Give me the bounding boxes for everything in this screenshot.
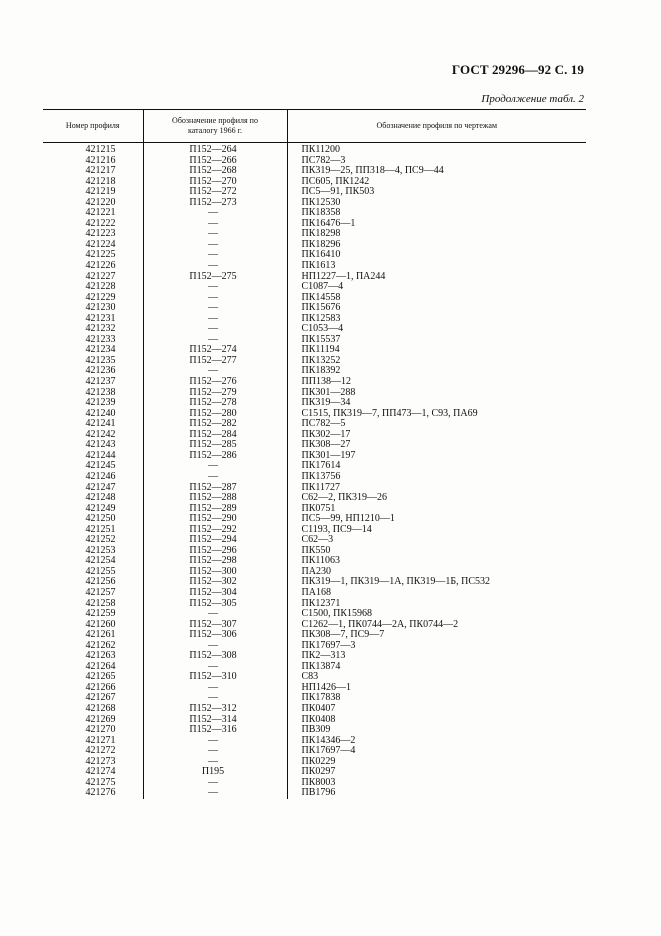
catalog-designation-cell: П152—316 bbox=[143, 725, 287, 736]
drawing-designation-cell: ПК0408 bbox=[301, 714, 336, 725]
catalog-designation-cell: — bbox=[143, 229, 287, 240]
profile-number-cell: 421230 bbox=[43, 303, 143, 314]
drawing-designation-cell: ПК8003 bbox=[301, 777, 336, 788]
drawing-designation-cell: ПК319—34 bbox=[301, 398, 351, 409]
catalog-designation-cell: П152—304 bbox=[143, 588, 287, 599]
table-row bbox=[43, 725, 586, 736]
table-row bbox=[43, 409, 586, 420]
drawing-designation-cell: ПК0297 bbox=[301, 767, 336, 778]
profile-number-cell: 421254 bbox=[43, 556, 143, 567]
table-row bbox=[43, 493, 586, 504]
profile-number-cell: 421269 bbox=[43, 715, 143, 726]
profile-number-cell: 421228 bbox=[43, 282, 143, 293]
catalog-designation-cell: П152—300 bbox=[143, 567, 287, 578]
table-row bbox=[43, 250, 586, 261]
table-row bbox=[43, 525, 586, 536]
catalog-designation-cell: — bbox=[143, 282, 287, 293]
profile-number-cell: 421227 bbox=[43, 272, 143, 283]
profile-number-cell: 421240 bbox=[43, 409, 143, 420]
catalog-designation-cell: П152—276 bbox=[143, 377, 287, 388]
drawing-designation-cell: С83 bbox=[301, 672, 319, 683]
profile-number-cell: 421229 bbox=[43, 293, 143, 304]
table-row bbox=[43, 187, 586, 198]
profile-table bbox=[43, 109, 586, 799]
profile-number-cell: 421224 bbox=[43, 240, 143, 251]
drawing-designation-cell: ПС782—5 bbox=[301, 419, 346, 430]
table-row bbox=[43, 693, 586, 704]
table-row bbox=[43, 567, 586, 578]
drawing-designation-cell: ПК11200 bbox=[301, 144, 341, 155]
table-row bbox=[43, 461, 586, 472]
catalog-designation-cell: — bbox=[143, 662, 287, 673]
drawing-designation-cell: ПК14558 bbox=[301, 292, 341, 303]
drawing-designation-cell: ПА168 bbox=[301, 587, 331, 598]
table-row bbox=[43, 430, 586, 441]
drawing-designation-cell: ПК18358 bbox=[301, 208, 341, 219]
drawing-designation-cell: НП1426—1 bbox=[301, 682, 351, 693]
drawing-designation-cell: ПК301—288 bbox=[301, 387, 356, 398]
catalog-designation-cell: — bbox=[143, 250, 287, 261]
drawing-designation-cell: ПК12530 bbox=[301, 197, 341, 208]
drawing-designation-cell: ПК17697—4 bbox=[301, 746, 356, 757]
catalog-designation-cell: П152—278 bbox=[143, 398, 287, 409]
profile-number-cell: 421267 bbox=[43, 693, 143, 704]
profile-number-cell: 421239 bbox=[43, 398, 143, 409]
profile-number-cell: 421243 bbox=[43, 440, 143, 451]
catalog-designation-cell: — bbox=[143, 240, 287, 251]
drawing-designation-cell: ПК0751 bbox=[301, 503, 336, 514]
table-row bbox=[43, 546, 586, 557]
table-row bbox=[43, 419, 586, 430]
profile-number-cell: 421217 bbox=[43, 166, 143, 177]
table-row bbox=[43, 514, 586, 525]
table-row bbox=[43, 683, 586, 694]
profile-number-cell: 421271 bbox=[43, 736, 143, 747]
drawing-designation-cell: ПК18298 bbox=[301, 229, 341, 240]
catalog-designation-cell: П152—302 bbox=[143, 577, 287, 588]
profile-number-cell: 421226 bbox=[43, 261, 143, 272]
profile-number-cell: 421238 bbox=[43, 388, 143, 399]
drawing-designation-cell: ПК550 bbox=[301, 545, 331, 556]
document-header: ГОСТ 29296—92 С. 19 bbox=[451, 62, 584, 77]
drawing-designation-cell: С1193, ПС9—14 bbox=[301, 524, 372, 535]
catalog-designation-cell: П152—284 bbox=[143, 430, 287, 441]
column-header-drawing-designation: Обозначение профиля по чертежам bbox=[287, 110, 586, 143]
drawing-designation-cell: ПС605, ПК1242 bbox=[301, 176, 370, 187]
table-row bbox=[43, 767, 586, 778]
table-row bbox=[43, 483, 586, 494]
catalog-designation-cell: П152—282 bbox=[143, 419, 287, 430]
catalog-designation-cell: П152—270 bbox=[143, 177, 287, 188]
column-header-catalog-designation bbox=[143, 110, 287, 143]
table-continuation-label: Продолжение табл. 2 bbox=[481, 93, 584, 105]
table-row bbox=[43, 377, 586, 388]
table-row bbox=[43, 143, 586, 156]
profile-number-cell: 421223 bbox=[43, 229, 143, 240]
profile-number-cell: 421270 bbox=[43, 725, 143, 736]
drawing-designation-cell: НП1227—1, ПА244 bbox=[301, 271, 386, 282]
catalog-designation-cell: П152—289 bbox=[143, 504, 287, 515]
profile-number-cell: 421249 bbox=[43, 504, 143, 515]
profile-number-cell: 421258 bbox=[43, 599, 143, 610]
table-row bbox=[43, 240, 586, 251]
drawing-designation-cell: ПК0229 bbox=[301, 756, 336, 767]
profile-number-cell: 421246 bbox=[43, 472, 143, 483]
drawing-designation-cell: ПК11194 bbox=[301, 345, 340, 356]
profile-number-cell: 421234 bbox=[43, 345, 143, 356]
table-row bbox=[43, 451, 586, 462]
catalog-designation-cell: П152—286 bbox=[143, 451, 287, 462]
drawing-designation-cell: ПК12371 bbox=[301, 598, 341, 609]
table-row bbox=[43, 641, 586, 652]
table-row bbox=[43, 166, 586, 177]
profile-number-cell: 421236 bbox=[43, 366, 143, 377]
catalog-designation-cell: — bbox=[143, 303, 287, 314]
profile-number-cell: 421225 bbox=[43, 250, 143, 261]
catalog-designation-cell: — bbox=[143, 461, 287, 472]
catalog-designation-cell: — bbox=[143, 335, 287, 346]
profile-number-cell: 421268 bbox=[43, 704, 143, 715]
table-row bbox=[43, 356, 586, 367]
profile-number-cell: 421251 bbox=[43, 525, 143, 536]
profile-number-cell: 421260 bbox=[43, 620, 143, 631]
table-row bbox=[43, 609, 586, 620]
table-row bbox=[43, 778, 586, 789]
catalog-designation-cell: — bbox=[143, 757, 287, 768]
catalog-designation-cell: — bbox=[143, 366, 287, 377]
catalog-designation-cell: П152—294 bbox=[143, 535, 287, 546]
drawing-designation-cell: ПК12583 bbox=[301, 313, 341, 324]
catalog-designation-cell: П152—296 bbox=[143, 546, 287, 557]
drawing-designation-cell: ПС782—3 bbox=[301, 155, 346, 166]
catalog-designation-cell: П152—287 bbox=[143, 483, 287, 494]
table-row bbox=[43, 366, 586, 377]
profile-number-cell: 421215 bbox=[43, 143, 143, 156]
profile-number-cell: 421237 bbox=[43, 377, 143, 388]
table-row bbox=[43, 746, 586, 757]
profile-number-cell: 421219 bbox=[43, 187, 143, 198]
catalog-designation-cell: — bbox=[143, 314, 287, 325]
catalog-designation-cell: — bbox=[143, 472, 287, 483]
table-row bbox=[43, 472, 586, 483]
drawing-designation-cell: ПВ309 bbox=[301, 725, 331, 736]
profile-number-cell: 421248 bbox=[43, 493, 143, 504]
catalog-designation-text: Обозначение профиля по каталогу 1966 г. bbox=[172, 116, 258, 135]
drawing-designation-cell: ПК13874 bbox=[301, 661, 341, 672]
profile-number-cell: 421256 bbox=[43, 577, 143, 588]
drawing-designation-cell: ПК302—17 bbox=[301, 429, 351, 440]
profile-number-cell: 421262 bbox=[43, 641, 143, 652]
table-row bbox=[43, 177, 586, 188]
drawing-designation-cell: ПК13756 bbox=[301, 471, 341, 482]
profile-number-cell: 421241 bbox=[43, 419, 143, 430]
drawing-designation-cell: ПК319—25, ПП318—4, ПС9—44 bbox=[301, 166, 444, 177]
catalog-designation-cell: — bbox=[143, 788, 287, 799]
profile-number-cell: 421264 bbox=[43, 662, 143, 673]
table-row bbox=[43, 736, 586, 747]
table-row bbox=[43, 303, 586, 314]
table-row bbox=[43, 208, 586, 219]
table-row bbox=[43, 651, 586, 662]
catalog-designation-cell: — bbox=[143, 293, 287, 304]
drawing-designation-cell: ПК18296 bbox=[301, 239, 341, 250]
table-row bbox=[43, 504, 586, 515]
drawing-designation-cell: С1262—1, ПК0744—2А, ПК0744—2 bbox=[301, 619, 459, 630]
drawing-designation-cell: ПК11063 bbox=[301, 556, 341, 567]
profile-number-cell: 421216 bbox=[43, 156, 143, 167]
drawing-designation-cell: С62—2, ПК319—26 bbox=[301, 493, 388, 504]
catalog-designation-cell: — bbox=[143, 693, 287, 704]
table-row bbox=[43, 440, 586, 451]
profile-number-cell: 421218 bbox=[43, 177, 143, 188]
catalog-designation-cell: — bbox=[143, 261, 287, 272]
drawing-designation-cell: ПК14346—2 bbox=[301, 735, 356, 746]
catalog-designation-cell: П152—292 bbox=[143, 525, 287, 536]
profile-number-cell: 421253 bbox=[43, 546, 143, 557]
table-row bbox=[43, 672, 586, 683]
table-row bbox=[43, 599, 586, 610]
profile-number-cell: 421244 bbox=[43, 451, 143, 462]
profile-number-cell: 421221 bbox=[43, 208, 143, 219]
drawing-designation-cell: ПС5—99, НП1210—1 bbox=[301, 514, 395, 525]
catalog-designation-cell: П152—290 bbox=[143, 514, 287, 525]
drawing-designation-cell: С62—3 bbox=[301, 535, 334, 546]
catalog-designation-cell: П152—307 bbox=[143, 620, 287, 631]
table-header bbox=[43, 110, 586, 143]
profile-number-cell: 421245 bbox=[43, 461, 143, 472]
catalog-designation-cell: П152—279 bbox=[143, 388, 287, 399]
profile-number-cell: 421259 bbox=[43, 609, 143, 620]
table-row bbox=[43, 324, 586, 335]
profile-number-cell: 421222 bbox=[43, 219, 143, 230]
drawing-designation-cell: ПС5—91, ПК503 bbox=[301, 187, 375, 198]
profile-number-cell: 421235 bbox=[43, 356, 143, 367]
drawing-designation-cell: ПК15537 bbox=[301, 334, 341, 345]
table-row bbox=[43, 704, 586, 715]
table-row bbox=[43, 398, 586, 409]
drawing-designation-cell: С1053—4 bbox=[301, 324, 344, 335]
catalog-designation-cell: П152—273 bbox=[143, 198, 287, 209]
drawing-designation-cell: ПК1613 bbox=[301, 261, 336, 272]
drawing-designation-cell: ПК16410 bbox=[301, 250, 341, 261]
profile-number-cell: 421265 bbox=[43, 672, 143, 683]
drawing-designation-cell: ПК13252 bbox=[301, 355, 341, 366]
catalog-designation-cell: — bbox=[143, 219, 287, 230]
catalog-designation-cell: П152—288 bbox=[143, 493, 287, 504]
table-row bbox=[43, 335, 586, 346]
profile-number-cell: 421273 bbox=[43, 757, 143, 768]
drawing-designation-cell: ПК0407 bbox=[301, 703, 336, 714]
catalog-designation-cell: — bbox=[143, 609, 287, 620]
table-row bbox=[43, 757, 586, 768]
drawing-designation-cell: ПК319—1, ПК319—1А, ПК319—1Б, ПС532 bbox=[301, 577, 491, 588]
drawing-designation-cell: С1500, ПК15968 bbox=[301, 609, 373, 620]
catalog-designation-cell: — bbox=[143, 641, 287, 652]
drawing-designation-cell: ПК308—7, ПС9—7 bbox=[301, 630, 385, 641]
profile-number-cell: 421233 bbox=[43, 335, 143, 346]
table-row bbox=[43, 261, 586, 272]
drawing-designation-cell: ПК15676 bbox=[301, 303, 341, 314]
drawing-designation-cell: ПК11727 bbox=[301, 482, 341, 493]
table-row bbox=[43, 156, 586, 167]
table-row bbox=[43, 314, 586, 325]
table-row bbox=[43, 662, 586, 673]
drawing-designation-cell: ПК17697—3 bbox=[301, 640, 356, 651]
drawing-designation-cell: ПК18392 bbox=[301, 366, 341, 377]
profile-number-cell: 421275 bbox=[43, 778, 143, 789]
drawing-designation-cell: ПК308—27 bbox=[301, 440, 351, 451]
profile-number-cell: 421276 bbox=[43, 788, 143, 799]
drawing-designation-cell: ПП138—12 bbox=[301, 377, 351, 388]
table-row bbox=[43, 388, 586, 399]
drawing-designation-cell: ПК17614 bbox=[301, 461, 341, 472]
table-row bbox=[43, 293, 586, 304]
catalog-designation-cell: П152—268 bbox=[143, 166, 287, 177]
drawing-designation-cell: ПК17838 bbox=[301, 693, 341, 704]
table-row bbox=[43, 229, 586, 240]
catalog-designation-cell: П152—314 bbox=[143, 715, 287, 726]
table-row bbox=[43, 620, 586, 631]
catalog-designation-cell: — bbox=[143, 683, 287, 694]
table-row bbox=[43, 272, 586, 283]
profile-number-cell: 421272 bbox=[43, 746, 143, 757]
table-body bbox=[43, 143, 586, 799]
column-header-profile-number: Номер профиля bbox=[43, 110, 143, 143]
profile-number-cell: 421252 bbox=[43, 535, 143, 546]
catalog-designation-cell: П152—305 bbox=[143, 599, 287, 610]
profile-number-cell: 421257 bbox=[43, 588, 143, 599]
profile-number-cell: 421255 bbox=[43, 567, 143, 578]
drawing-designation-cell: С1515, ПК319—7, ПП473—1, С93, ПА69 bbox=[301, 408, 478, 419]
drawing-designation-cell: С1087—4 bbox=[301, 282, 344, 293]
drawing-designation-cell: ПК301—197 bbox=[301, 450, 356, 461]
profile-number-cell: 421231 bbox=[43, 314, 143, 325]
catalog-designation-cell: П152—285 bbox=[143, 440, 287, 451]
drawing-designation-cell: ПВ1796 bbox=[301, 788, 336, 799]
profile-number-cell: 421232 bbox=[43, 324, 143, 335]
catalog-designation-cell: П152—308 bbox=[143, 651, 287, 662]
catalog-designation-cell: — bbox=[143, 746, 287, 757]
profile-number-cell: 421220 bbox=[43, 198, 143, 209]
table-row bbox=[43, 715, 586, 726]
catalog-designation-cell: П152—275 bbox=[143, 272, 287, 283]
profile-number-cell: 421266 bbox=[43, 683, 143, 694]
catalog-designation-cell: П152—277 bbox=[143, 356, 287, 367]
catalog-designation-cell: П152—266 bbox=[143, 156, 287, 167]
catalog-designation-cell: П152—280 bbox=[143, 409, 287, 420]
profile-number-cell: 421250 bbox=[43, 514, 143, 525]
catalog-designation-cell: П152—264 bbox=[143, 143, 287, 156]
drawing-designation-cell: ПК2—313 bbox=[301, 651, 346, 662]
table-row bbox=[43, 577, 586, 588]
table-row bbox=[43, 345, 586, 356]
catalog-designation-cell: П195 bbox=[143, 767, 287, 778]
table-row bbox=[43, 630, 586, 641]
profile-number-cell: 421247 bbox=[43, 483, 143, 494]
table-row bbox=[43, 198, 586, 209]
catalog-designation-cell: П152—272 bbox=[143, 187, 287, 198]
profile-number-cell: 421242 bbox=[43, 430, 143, 441]
catalog-designation-cell: П152—310 bbox=[143, 672, 287, 683]
catalog-designation-cell: П152—306 bbox=[143, 630, 287, 641]
catalog-designation-cell: П152—298 bbox=[143, 556, 287, 567]
table-row bbox=[43, 588, 586, 599]
drawing-designation-cell: ПА230 bbox=[301, 566, 331, 577]
table-row bbox=[43, 788, 586, 799]
profile-number-cell: 421263 bbox=[43, 651, 143, 662]
table-row bbox=[43, 282, 586, 293]
catalog-designation-cell: — bbox=[143, 778, 287, 789]
catalog-designation-cell: П152—312 bbox=[143, 704, 287, 715]
profile-number-cell: 421274 bbox=[43, 767, 143, 778]
catalog-designation-cell: — bbox=[143, 324, 287, 335]
table-row bbox=[43, 219, 586, 230]
drawing-designation-cell: ПК16476—1 bbox=[301, 218, 356, 229]
catalog-designation-cell: П152—274 bbox=[143, 345, 287, 356]
table-row bbox=[43, 535, 586, 546]
profile-number-cell: 421261 bbox=[43, 630, 143, 641]
table-row bbox=[43, 556, 586, 567]
catalog-designation-cell: — bbox=[143, 736, 287, 747]
catalog-designation-cell: — bbox=[143, 208, 287, 219]
